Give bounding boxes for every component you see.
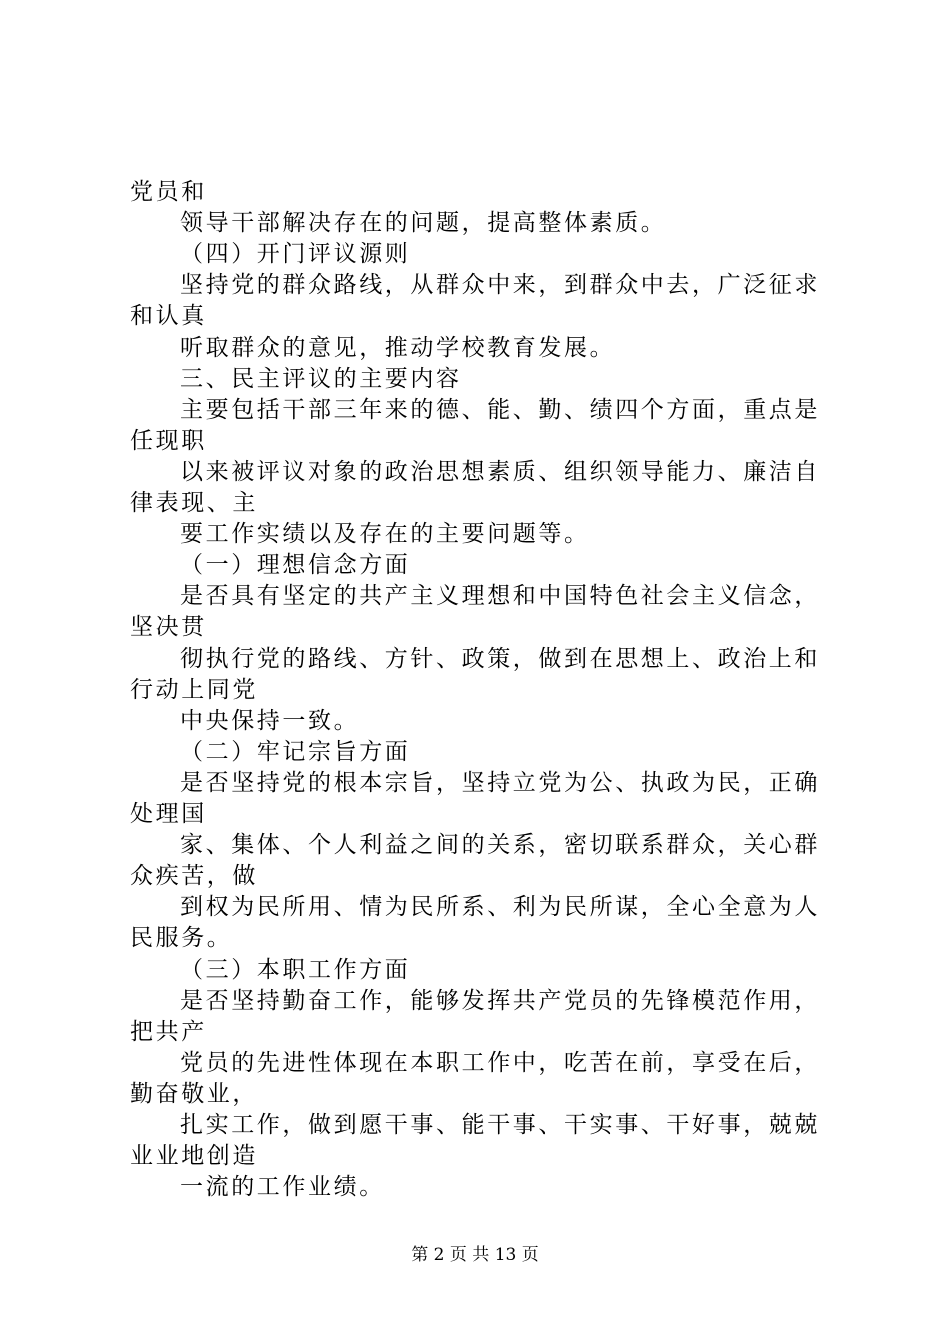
text-line: 处理国 [130, 801, 207, 827]
text-line: 扎实工作，做到愿干事、能干事、干实事、干好事，兢兢 [180, 1112, 820, 1138]
text-line: 领导干部解决存在的问题，提高整体素质。 [180, 210, 667, 237]
text-line: 勤奋敬业， [130, 1080, 258, 1107]
text-line: 业业地创造 [130, 1143, 258, 1170]
text-line: 民服务。 [130, 925, 233, 952]
text-line: 坚持党的群众路线，从群众中来，到群众中去，广泛征求 [180, 272, 820, 299]
text-line: 党员和 [130, 179, 207, 205]
text-line: （一）理想信念方面 [180, 552, 411, 579]
text-line: 和认真 [130, 303, 207, 330]
text-line: 听取群众的意见，推动学校教育发展。 [180, 334, 616, 361]
text-line: 三、民主评议的主要内容 [180, 365, 462, 392]
text-line: 是否坚持勤奋工作，能够发挥共产党员的先锋模范作用， [180, 987, 820, 1014]
text-line: 是否具有坚定的共产主义理想和中国特色社会主义信念， [180, 583, 820, 610]
text-line: 要工作实绩以及存在的主要问题等。 [180, 521, 590, 548]
text-line: 彻执行党的路线、方针、政策，做到在思想上、政治上和 [180, 645, 820, 672]
text-line: 到权为民所用、情为民所系、利为民所谋，全心全意为人 [180, 894, 820, 921]
text-line: （二）牢记宗旨方面 [180, 738, 411, 765]
text-line: 主要包括干部三年来的德、能、勤、绩四个方面，重点是 [180, 396, 820, 423]
text-line: 坚决贯 [130, 614, 207, 641]
text-line: 中央保持一致。 [180, 707, 360, 734]
text-line: （三）本职工作方面 [180, 956, 411, 983]
text-line: 律表现、主 [130, 490, 258, 516]
text-line: 是否坚持党的根本宗旨，坚持立党为公、执政为民，正确 [180, 769, 820, 796]
text-line: 任现职 [130, 427, 207, 454]
text-line: 把共产 [130, 1018, 207, 1045]
text-line: 以来被评议对象的政治思想素质、组织领导能力、廉洁自 [180, 458, 820, 485]
text-line: 一流的工作业绩。 [180, 1174, 385, 1201]
text-line: 党员的先进性体现在本职工作中，吃苦在前，享受在后， [180, 1049, 820, 1076]
text-line: 家、集体、个人利益之间的关系，密切联系群众，关心群 [180, 832, 820, 859]
text-line: 行动上同党 [130, 676, 258, 703]
page-footer: 第 2 页 共 13 页 [411, 1245, 539, 1265]
text-line: （四）开门评议源则 [180, 241, 411, 268]
text-line: 众疾苦，做 [130, 863, 258, 890]
